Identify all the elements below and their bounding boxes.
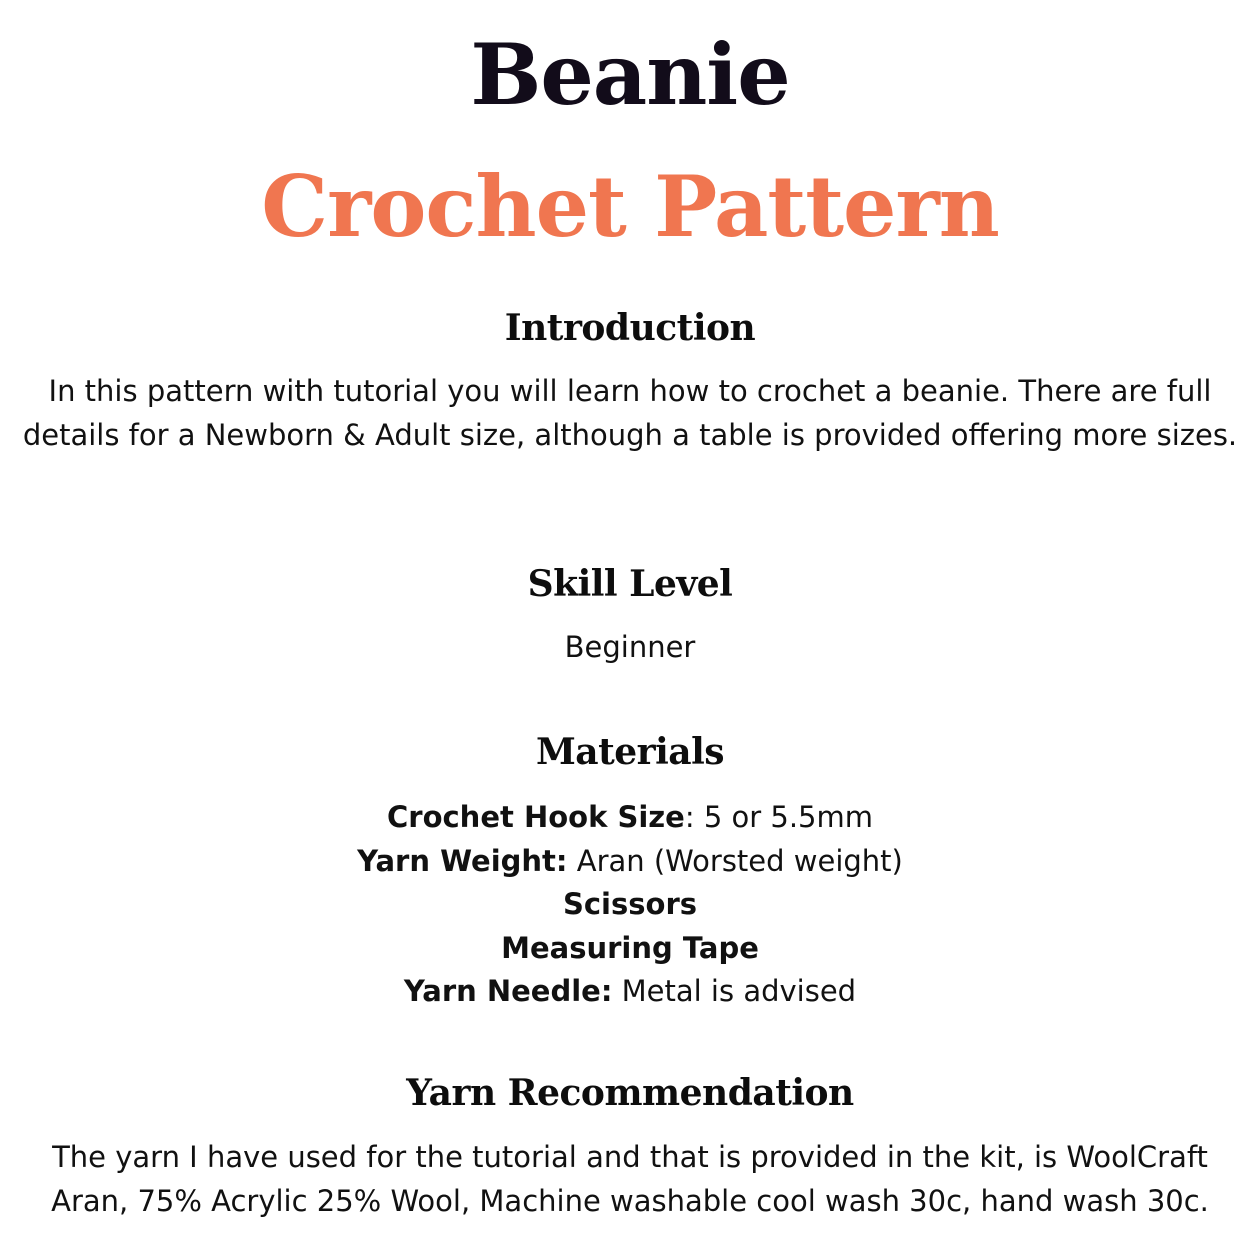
yarn-recommendation-text: The yarn I have used for the tutorial and that is provided in the kit, is WoolCraft Aran, 75% Acrylic 25% Wool, Machine washable cool wash 30c, hand wash 30c. (51, 1140, 1209, 1218)
material-label: Crochet Hook Size (386, 800, 685, 834)
material-value: Metal is advised (612, 974, 857, 1008)
material-label: Yarn Weight: (357, 843, 568, 878)
materials-heading: Materials (535, 731, 725, 773)
material-item-yarn-needle (0, 970, 1260, 1014)
material-value: Aran (Worsted weight) (567, 843, 903, 878)
introduction-text: In this pattern with tutorial you will learn how to crochet a beanie. There are full details for a Newborn & Adult size, although a table is provided offering more sizes. (22, 374, 1238, 452)
materials-list (0, 796, 1260, 1014)
yarn-recommendation-heading: Yarn Recommendation (406, 1072, 854, 1114)
introduction-heading: Introduction (504, 307, 756, 349)
material-label: Scissors (562, 887, 698, 921)
material-item-scissors (0, 883, 1260, 927)
skill-level-value: Beginner (564, 630, 696, 664)
page-title: Beanie (470, 25, 790, 124)
material-label: Yarn Needle: (403, 974, 613, 1008)
material-label: Measuring Tape (501, 930, 759, 965)
page-subtitle: Crochet Pattern (261, 157, 999, 256)
material-value: : 5 or 5.5mm (684, 800, 874, 834)
material-item-yarn-weight (0, 840, 1260, 884)
material-item-measuring-tape (0, 927, 1260, 971)
material-item-hook (0, 796, 1260, 840)
skill-level-heading: Skill Level (527, 563, 733, 605)
